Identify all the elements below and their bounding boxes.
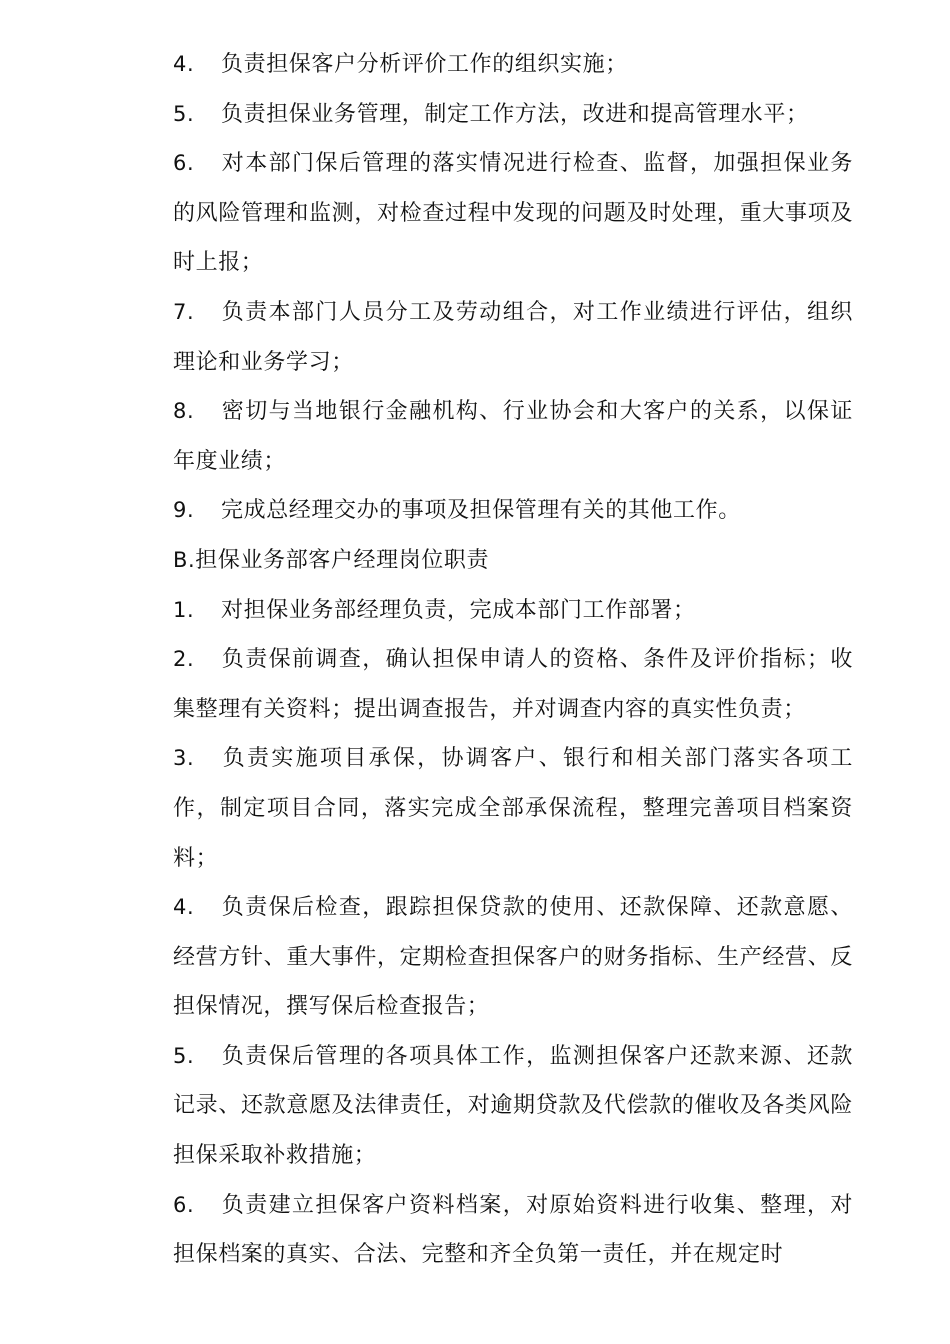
section-title: 担保业务部客户经理岗位职责 (195, 547, 490, 573)
item-number: 5. (173, 1043, 195, 1068)
list-item (173, 883, 853, 1032)
item-number: 3. (173, 746, 195, 771)
item-text: 密切与当地银行金融机构、行业协会和大客户的关系，以保证年度业绩； (173, 399, 853, 474)
list-item (173, 635, 853, 734)
list-item (173, 387, 853, 486)
item-number: 4. (173, 895, 195, 920)
list-item (173, 1181, 853, 1280)
item-number: 8. (173, 399, 195, 424)
item-number: 9. (173, 498, 195, 523)
document-body (173, 40, 853, 1280)
item-number: 2. (173, 647, 195, 672)
item-text: 负责本部门人员分工及劳动组合，对工作业绩进行评估，组织理论和业务学习； (173, 299, 853, 375)
list-item (173, 288, 853, 387)
section-heading (173, 536, 853, 586)
section-prefix: B. (173, 547, 196, 572)
item-text: 负责保前调查，确认担保申请人的资格、条件及评价指标；收集整理有关资料；提出调查报告，并对调查内容的真实性负责； (173, 647, 853, 722)
item-number: 7. (173, 299, 195, 324)
item-number: 6. (173, 1192, 195, 1217)
list-item (173, 586, 853, 636)
item-text: 负责建立担保客户资料档案，对原始资料进行收集、整理，对担保档案的真实、合法、完整和齐全负第一责任，并在规定时 (173, 1192, 853, 1268)
item-text: 负责保后管理的各项具体工作，监测担保客户还款来源、还款记录、还款意愿及法律责任，对逾期贷款及代偿款的催收及各类风险担保采取补救措施； (173, 1043, 853, 1169)
list-item (173, 1032, 853, 1181)
item-text: 对担保业务部经理负责，完成本部门工作部署； (221, 597, 696, 623)
list-item (173, 486, 853, 536)
item-text: 负责保后检查，跟踪担保贷款的使用、还款保障、还款意愿、经营方针、重大事件，定期检查担保客户的财务指标、生产经营、反担保情况，撰写保后检查报告； (173, 895, 853, 1020)
list-item (173, 90, 853, 140)
list-item (173, 40, 853, 90)
list-item (173, 139, 853, 288)
item-text: 负责担保客户分析评价工作的组织实施； (221, 52, 628, 77)
item-text: 负责担保业务管理，制定工作方法，改进和提高管理水平； (221, 101, 809, 127)
item-number: 5. (173, 101, 195, 126)
item-text: 负责实施项目承保，协调客户、银行和相关部门落实各项工作，制定项目合同，落实完成全部承保流程，整理完善项目档案资料； (173, 746, 853, 871)
item-number: 6. (173, 151, 195, 176)
list-item (173, 734, 853, 883)
item-text: 对本部门保后管理的落实情况进行检查、监督，加强担保业务的风险管理和监测，对检查过程中发现的问题及时处理，重大事项及时上报； (173, 151, 853, 276)
item-number: 4. (173, 52, 195, 76)
item-text: 完成总经理交办的事项及担保管理有关的其他工作。 (221, 498, 741, 524)
item-number: 1. (173, 597, 195, 622)
